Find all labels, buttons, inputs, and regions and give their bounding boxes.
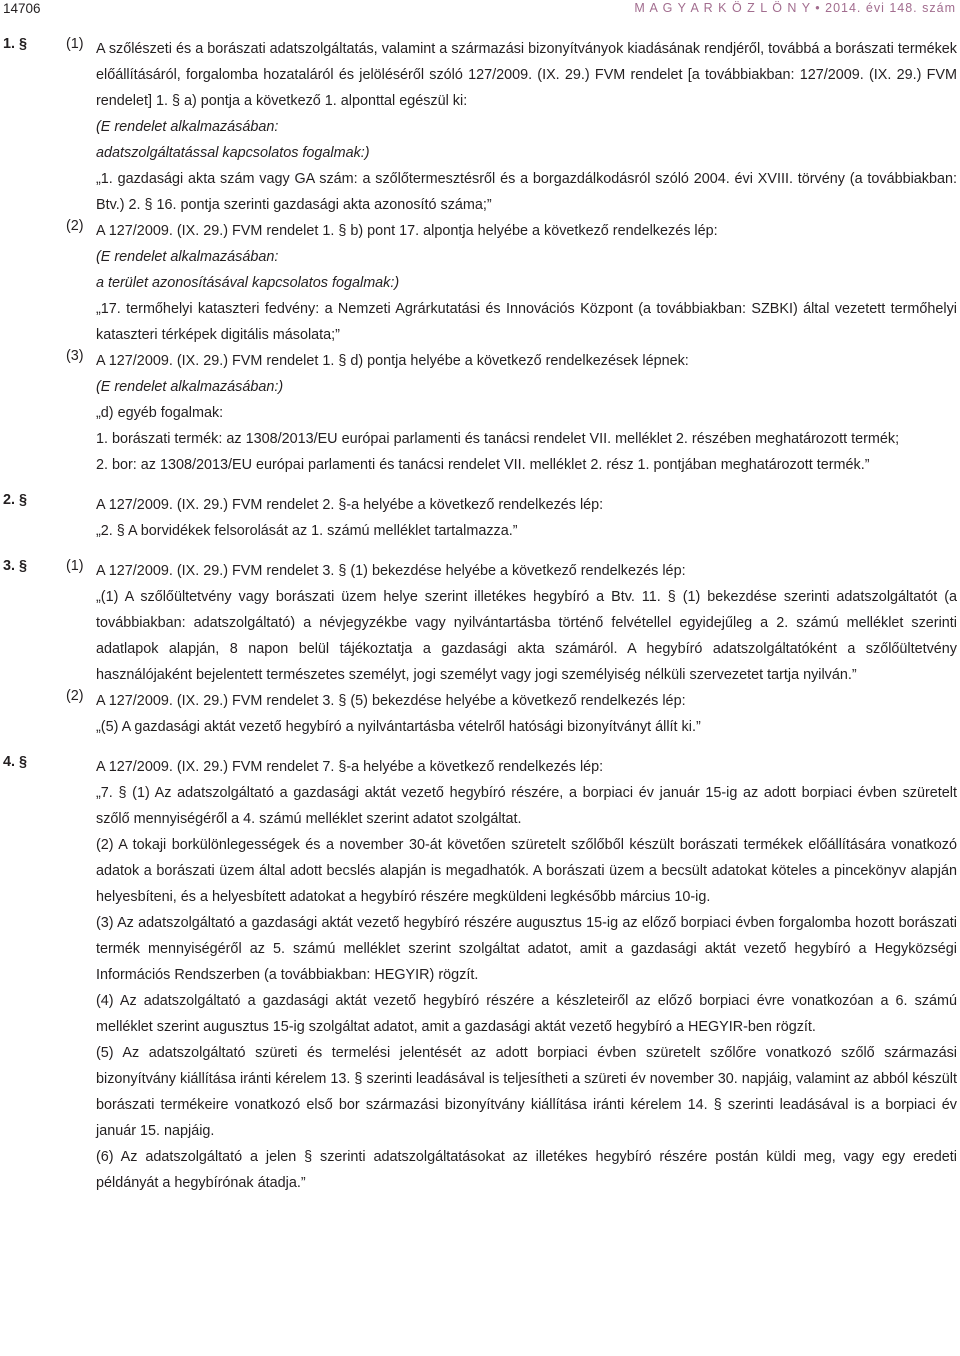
text-line: (6) Az adatszolgáltató a jelen § szerinti adatszolgáltatásokat az illetékes hegybíró részére postán küldi meg, vagy egy eredeti példányát a hegybírónak átadja.” [96, 1149, 957, 1191]
paragraph-2 [0, 492, 960, 544]
text-line: „7. § (1) Az adatszolgáltató a gazdasági aktát vezető hegybíró részére, a borpiaci év január 15-ig az adott borpiaci évben szüretelt szőlő mennyiségéről a 4. számú melléklet szerint adatot szolgáltat. [96, 785, 957, 827]
text-line: „1. gazdasági akta szám vagy GA szám: a szőlőtermesztésről és a borgazdálkodásról szóló 2004. évi XVIII. törvény (a továbbiakban: Btv.) 2. § 16. pontja szerinti gazdasági akta azonosító száma;” [96, 171, 957, 213]
section-gap [0, 740, 960, 754]
paragraph-3-1 [0, 558, 960, 688]
text-line: A 127/2009. (IX. 29.) FVM rendelet 7. §-a helyébe a következő rendelkezés lép: [96, 759, 604, 775]
text-line: a terület azonosításával kapcsolatos fogalmak:) [96, 275, 400, 291]
section-number: 4. § [3, 754, 28, 770]
text-line: „(5) A gazdasági aktát vezető hegybíró a nyilvántartásba vételről hatósági bizonyítványt állít ki.” [96, 719, 701, 735]
text-line: A 127/2009. (IX. 29.) FVM rendelet 3. § (1) bekezdése helyébe a következő rendelkezés lép: [96, 563, 686, 579]
text-line: (4) Az adatszolgáltató a gazdasági aktát vezető hegybíró részére a készleteiről az előző borpiaci évre vonatkozóan a 6. számú melléklet szerint augusztus 15-ig szolgáltat adatot, amit a gazdasági aktát vezető hegybíró a HEGYIR-ben rögzít. [96, 993, 957, 1035]
text-line: A 127/2009. (IX. 29.) FVM rendelet 2. §-a helyébe a következő rendelkezés lép: [96, 497, 604, 513]
text-line: (2) A tokaji borkülönlegességek és a november 30-át követően szüretelt szőlőből készült borászati termékek előállítására vonatkozó adatok a borászati üzem által adott becslés alapján is megadhatók. A borászati üzem a becsült adatokat köteles a pincekönyv alapján helyesbíteni, és a helyesbített adatokat a hegybíró részére megküldeni legkésőbb március 10-ig. [96, 837, 957, 905]
text-line: (3) Az adatszolgáltató a gazdasági aktát vezető hegybíró részére augusztus 15-ig az előző borpiaci évben forgalomba hozott borászati termék mennyiségéről az 5. számú melléklet szerint szolgáltat adatot, amit a gazdasági aktát vezető hegybíró a Hegyközségi Információs Rendszerben (a továbbiakban: HEGYIR) rögzít. [96, 915, 957, 983]
text-line: A 127/2009. (IX. 29.) FVM rendelet 3. § (5) bekezdése helyébe a következő rendelkezés lép: [96, 693, 686, 709]
paragraph-number: (2) [66, 218, 84, 234]
text-line: „2. § A borvidékek felsorolását az 1. számú melléklet tartalmazza.” [96, 523, 518, 539]
section-gap [0, 544, 960, 558]
paragraph-number: (2) [66, 688, 84, 704]
text-line: (E rendelet alkalmazásában:) [96, 379, 284, 395]
text-line: 1. borászati termék: az 1308/2013/EU európai parlamenti és tanácsi rendelet VII. melléklet 2. részében meghatározott termék; [96, 431, 900, 447]
text-line: adatszolgáltatással kapcsolatos fogalmak:) [96, 145, 370, 161]
text-line: „17. termőhelyi kataszteri fedvény: a Nemzeti Agrárkutatási és Innovációs Központ (a továbbiakban: SZBKI) által vezetett termőhelyi kataszteri térképek digitális másolata;” [96, 301, 957, 343]
section-gap [0, 478, 960, 492]
section-4 [0, 754, 960, 1196]
text-line: (5) Az adatszolgáltató szüreti és termelési jelentését az adott borpiaci évben szüretelt szőlőre vonatkozó szőlő származási bizonyítvány kiállítása iránti kérelem 13. § szerinti leadásával is teljesítheti a szüreti év november 30. napjáig, valamint az abból készült borászati termékeire vonatkozó első bor származási bizonyítvány kiállítása iránti kérelem 14. § szerinti leadásával is a borpiaci év január 15. napjáig. [96, 1045, 957, 1139]
text-line: 2. bor: az 1308/2013/EU európai parlamenti és tanácsi rendelet VII. melléklet 2. rész 1. pontjában meghatározott termék.” [96, 457, 870, 473]
text-line: (E rendelet alkalmazásában: [96, 119, 279, 135]
page-number: 14706 [3, 1, 41, 16]
document-body [0, 36, 960, 1196]
paragraph-1-2 [0, 218, 960, 348]
text-line: A szőlészeti és a borászati adatszolgáltatás, valamint a származási bizonyítványok kiadásának rendjéről, továbbá a borászati termékek előállításáról, forgalomba hozataláról és jelöléséről szóló 127/2009. (IX. 29.) FVM rendelet [a továbbiakban: 127/2009. (IX. 29.) FVM rendelet] 1. § a) pontja a következő 1. alponttal egészül ki: [96, 41, 957, 109]
section-2 [0, 492, 960, 544]
text-line: „(1) A szőlőültetvény vagy borászati üzem helye szerint illetékes hegybíró a Btv. 11. § (1) bekezdése szerinti adatszolgáltatót (a továbbiakban: adatszolgáltató) a névjegyzékbe vagy nyilvántartásba történő felvétellel egyidejűleg a 2. számú melléklet szerinti adatlapok alapján, 8 napon belül tájékoztatja a gazdasági akta számáról. A hegybíró adatszolgáltatóként a szőlőültetvény használójaként bejelentett természetes személyt, jogi személyt vagy jogi személyiség nélküli szervezetet tartja nyilván.” [96, 589, 957, 683]
paragraph-4 [0, 754, 960, 1196]
paragraph-1-3 [0, 348, 960, 478]
paragraph-number: (1) [66, 558, 84, 574]
text-line: (E rendelet alkalmazásában: [96, 249, 279, 265]
paragraph-number: (3) [66, 348, 84, 364]
text-line: A 127/2009. (IX. 29.) FVM rendelet 1. § b) pont 17. alpontja helyébe a következő rendelkezés lép: [96, 223, 718, 239]
section-number: 1. § [3, 36, 28, 52]
section-1 [0, 36, 960, 478]
paragraph-number: (1) [66, 36, 84, 52]
section-number: 2. § [3, 492, 28, 508]
section-3 [0, 558, 960, 740]
page-header [0, 0, 960, 24]
text-line: „d) egyéb fogalmak: [96, 405, 224, 421]
paragraph-3-2 [0, 688, 960, 740]
section-number: 3. § [3, 558, 28, 574]
paragraph-1-1 [0, 36, 960, 218]
journal-title: M A G Y A R K Ö Z L Ö N Y • 2014. évi 148. szám [634, 1, 956, 15]
text-line: A 127/2009. (IX. 29.) FVM rendelet 1. § d) pontja helyébe a következő rendelkezések lépnek: [96, 353, 689, 369]
